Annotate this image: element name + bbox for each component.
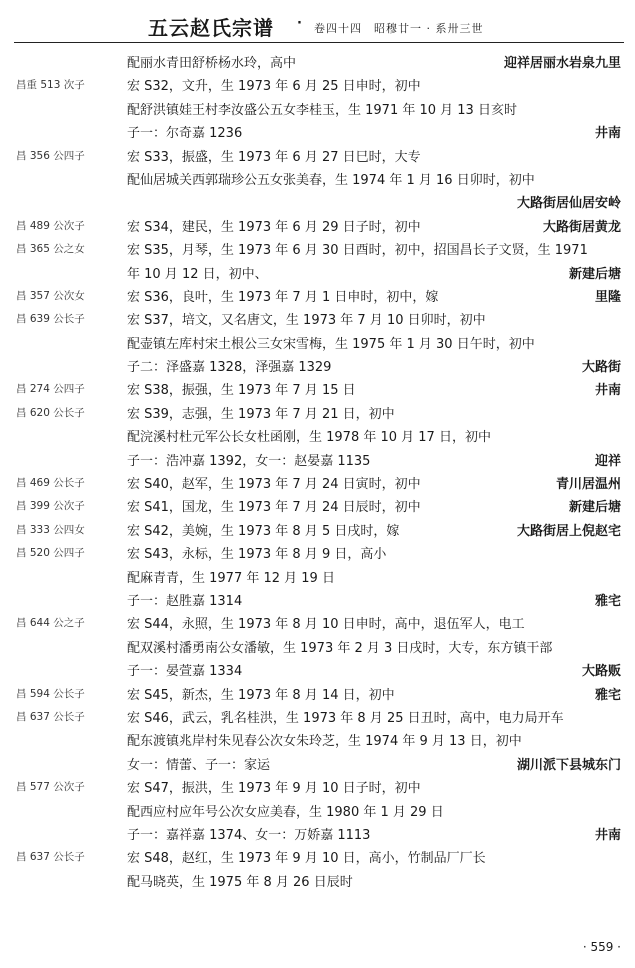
lineage-reference: 昌 637 公长子 xyxy=(16,851,85,864)
entry-row xyxy=(0,752,635,775)
lineage-reference: 昌 333 公四女 xyxy=(16,523,85,536)
entry-row xyxy=(0,377,635,400)
entry-text: 女一：情蕾、子一：家运 xyxy=(127,757,271,773)
entry-row xyxy=(0,565,635,588)
residence-location: 井南 xyxy=(594,827,621,843)
lineage-reference: 昌 365 公之女 xyxy=(16,243,85,256)
entry-row xyxy=(0,471,635,494)
page-header xyxy=(14,10,624,43)
entry-row xyxy=(0,728,635,751)
entry-text: 配浣溪村杜元军公长女杜函刚，生 1978 年 10 月 17 日，初中 xyxy=(127,430,491,446)
entry-row xyxy=(0,120,635,143)
entry-text: 宏 S36，良叶，生 1973 年 7 月 1 日申时，初中，嫁 xyxy=(127,289,439,305)
page-number: · 559 · xyxy=(582,940,621,954)
entry-text: 宏 S45，新杰，生 1973 年 8 月 14 日，初中 xyxy=(127,687,395,703)
entry-row xyxy=(0,518,635,541)
genealogy-title: 五云赵氏宗谱 xyxy=(148,16,274,40)
residence-location: 迎祥 xyxy=(594,453,621,469)
lineage-reference: 昌 274 公四子 xyxy=(16,383,85,396)
lineage-reference: 昌 489 公次子 xyxy=(16,219,85,232)
entry-text: 宏 S39，志强，生 1973 年 7 月 21 日，初中 xyxy=(127,406,395,422)
entry-row xyxy=(0,611,635,634)
residence-location: 青川居温州 xyxy=(555,477,621,493)
residence-location: 井南 xyxy=(594,126,621,142)
entry-row xyxy=(0,307,635,330)
title-separator: · xyxy=(297,16,302,31)
entry-text: 宏 S38，振强，生 1973 年 7 月 15 日 xyxy=(127,383,356,399)
entry-text: 配双溪村潘勇南公女潘敏，生 1973 年 2 月 3 日戌时，大专，东方镇干部 xyxy=(127,640,553,656)
entry-row xyxy=(0,284,635,307)
residence-location: 新建后塘 xyxy=(568,266,621,282)
entry-row xyxy=(0,167,635,190)
entry-text: 配麻青青，生 1977 年 12 月 19 日 xyxy=(127,570,335,586)
entry-text: 宏 S33，振盛，生 1973 年 6 月 27 日巳时，大专 xyxy=(127,149,421,165)
entry-text: 宏 S37，培文，又名唐文，生 1973 年 7 月 10 日卯时，初中 xyxy=(127,313,486,329)
entry-row xyxy=(0,494,635,517)
entry-text: 配东渡镇兆岸村朱见春公次女朱玲芝，生 1974 年 9 月 13 日，初中 xyxy=(127,734,522,750)
genealogy-entries xyxy=(0,50,635,892)
entry-row xyxy=(0,682,635,705)
entry-row xyxy=(0,190,635,213)
lineage-reference: 昌 639 公长子 xyxy=(16,313,85,326)
lineage-reference: 昌 356 公四子 xyxy=(16,149,85,162)
entry-text: 年 10 月 12 日，初中、 xyxy=(127,266,268,282)
lineage-reference: 昌 520 公四子 xyxy=(16,547,85,560)
entry-text: 子一：赵胜嘉 1314 xyxy=(127,593,243,609)
entry-text: 配仙居城关西郭瑞珍公五女张美春，生 1974 年 1 月 16 日卯时，初中 xyxy=(127,172,535,188)
entry-text: 宏 S32，文升，生 1973 年 6 月 25 日申时，初中 xyxy=(127,79,421,95)
entry-row xyxy=(0,775,635,798)
entry-text: 宏 S48，赵红，生 1973 年 9 月 10 日，高小，竹制品厂厂长 xyxy=(127,851,486,867)
entry-row xyxy=(0,354,635,377)
entry-text: 宏 S40，赵军，生 1973 年 7 月 24 日寅时，初中 xyxy=(127,477,421,493)
entry-text: 子一：尔奇嘉 1236 xyxy=(127,126,243,142)
entry-text: 配壶镇左库村宋土根公三女宋雪梅，生 1975 年 1 月 30 日午时，初中 xyxy=(127,336,535,352)
residence-location: 里隆 xyxy=(594,289,621,305)
residence-location: 大路街居黄龙 xyxy=(542,219,621,235)
entry-row xyxy=(0,799,635,822)
residence-location: 雅宅 xyxy=(594,593,621,609)
residence-location: 大路街居上倪赵宅 xyxy=(516,523,621,539)
entry-row xyxy=(0,588,635,611)
entry-text: 宏 S42，美婉，生 1973 年 8 月 5 日戌时，嫁 xyxy=(127,523,400,539)
entry-row xyxy=(0,448,635,471)
entry-text: 配舒洪镇娃王村李汝盛公五女李桂玉，生 1971 年 10 月 13 日亥时 xyxy=(127,102,517,118)
entry-row xyxy=(0,822,635,845)
entry-text: 子一：晏萱嘉 1334 xyxy=(127,664,243,680)
residence-location: 迎祥居丽水岩泉九里 xyxy=(503,56,621,71)
entry-row xyxy=(0,261,635,284)
entry-text: 配丽水青田舒桥杨水玲，高中 xyxy=(127,56,297,71)
lineage-reference: 昌 469 公长子 xyxy=(16,477,85,490)
lineage-reference: 昌 620 公长子 xyxy=(16,406,85,419)
entry-row xyxy=(0,635,635,658)
entry-text: 宏 S34，建民，生 1973 年 6 月 29 日子时，初中 xyxy=(127,219,421,235)
lineage-reference: 昌 644 公之子 xyxy=(16,617,85,630)
entry-text: 子二：泽盛嘉 1328，泽强嘉 1329 xyxy=(127,360,332,376)
entry-row xyxy=(0,658,635,681)
entry-row xyxy=(0,424,635,447)
entry-text: 宏 S41，国龙，生 1973 年 7 月 24 日辰时，初中 xyxy=(127,500,421,516)
entry-text: 宏 S35，月琴，生 1973 年 6 月 30 日酉时，初中，招国昌长子文贤，生 1971 xyxy=(127,243,588,259)
lineage-reference: 昌 357 公次女 xyxy=(16,289,85,302)
entry-row xyxy=(0,50,635,73)
entry-row xyxy=(0,869,635,892)
residence-location: 井南 xyxy=(594,383,621,399)
residence-location: 大路贩 xyxy=(581,664,621,680)
lineage-reference: 昌重 513 次子 xyxy=(16,79,85,92)
lineage-reference: 昌 577 公次子 xyxy=(16,781,85,794)
entry-row xyxy=(0,541,635,564)
lineage-reference: 昌 637 公长子 xyxy=(16,710,85,723)
entry-row xyxy=(0,144,635,167)
entry-text: 宏 S44，永照，生 1973 年 8 月 10 日申时，高中，退伍军人，电工 xyxy=(127,617,525,633)
entry-text: 子一：浩冲嘉 1392，女一：赵晏嘉 1135 xyxy=(127,453,371,469)
entry-text: 子一：嘉祥嘉 1374、女一：万娇嘉 1113 xyxy=(127,827,371,843)
lineage-reference: 昌 594 公长子 xyxy=(16,687,85,700)
residence-location: 大路街 xyxy=(581,360,621,376)
residence-location: 新建后塘 xyxy=(568,500,621,516)
entry-text: 配马晓英，生 1975 年 8 月 26 日辰时 xyxy=(127,874,353,890)
entry-text: 宏 S46，武云，乳名桂洪，生 1973 年 8 月 25 日丑时，高中，电力局开车 xyxy=(127,710,564,726)
entry-text: 配西应村应年号公次女应美春，生 1980 年 1 月 29 日 xyxy=(127,804,444,820)
entry-row xyxy=(0,214,635,237)
entry-row xyxy=(0,97,635,120)
entry-row xyxy=(0,845,635,868)
entry-row xyxy=(0,237,635,260)
lineage-reference: 昌 399 公次子 xyxy=(16,500,85,513)
entry-row xyxy=(0,331,635,354)
entry-text: 宏 S43，永标，生 1973 年 8 月 9 日，高小 xyxy=(127,547,387,563)
entry-text: 宏 S47，振洪，生 1973 年 9 月 10 日子时，初中 xyxy=(127,781,421,797)
residence-location: 大路街居仙居安岭 xyxy=(516,196,621,212)
entry-row xyxy=(0,73,635,96)
residence-location: 雅宅 xyxy=(594,687,621,703)
entry-row xyxy=(0,401,635,424)
entry-row xyxy=(0,705,635,728)
residence-location: 湖川派下县城东门 xyxy=(516,757,621,773)
volume-subtitle: 卷四十四 昭穆廿一 · 系卅三世 xyxy=(314,22,484,35)
